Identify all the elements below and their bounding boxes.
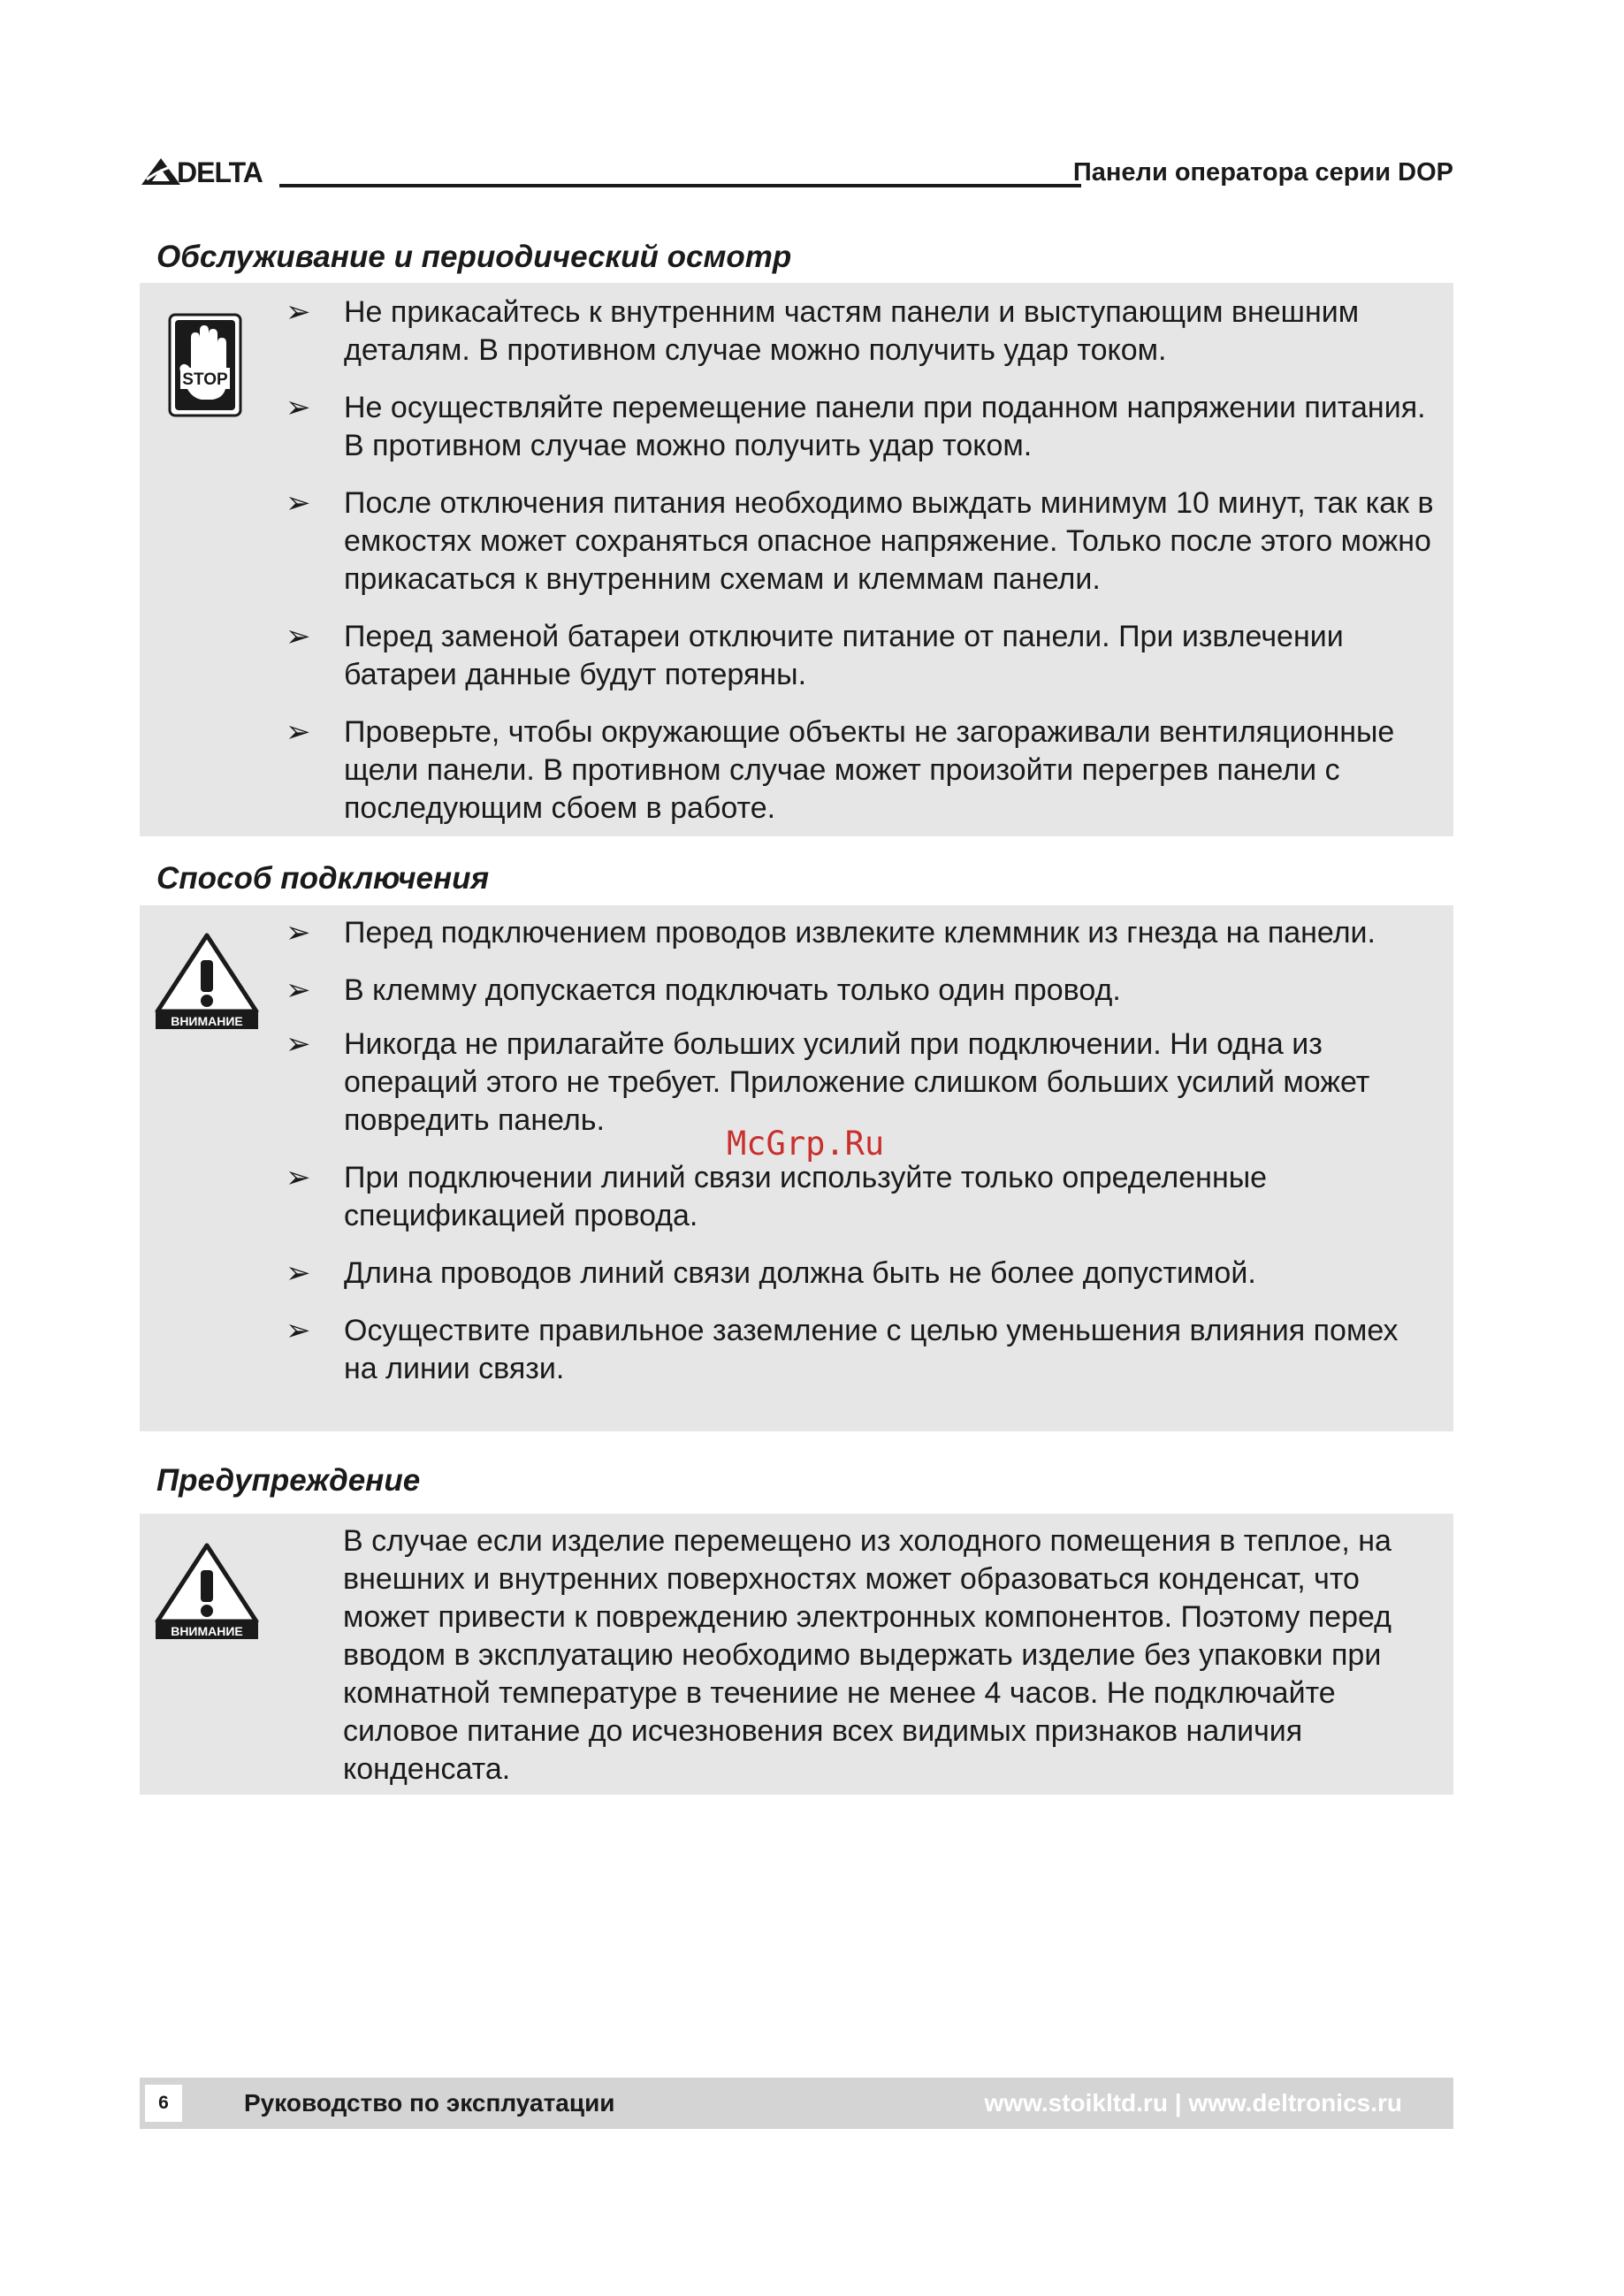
page-header [140,146,1453,190]
bullet-arrow-icon: ➢ [286,973,311,1007]
section-title-warning: Предупреждение [156,1463,421,1498]
warning-icon-label: ВНИМАНИЕ [171,1624,243,1638]
list-item: ➢ После отключения питания необходимо выждать минимум 10 минут, так как в емкостях может сохраняться опасное напряжение. Только после этого можно прикасаться к внутренним схемам и клеммам панели. [286,486,1434,596]
footer-title: Руководство по эксплуатации [244,2089,615,2117]
warning-icon [152,1540,262,1644]
bullet-arrow-icon: ➢ [286,486,311,520]
bullet-arrow-icon: ➢ [286,620,311,653]
bullet-arrow-icon: ➢ [286,391,311,424]
header-title: Панели оператора серии DOP [1072,158,1453,187]
bullet-arrow-icon: ➢ [286,1256,311,1290]
list-item: ➢ Длина проводов линий связи должна быть не более допустимой. [286,1255,1436,1293]
list-item: ➢ Проверьте, чтобы окружающие объекты не загораживали вентиляционные щели панели. В противном случае может произойти перегрев панели с последующим сбоем в работе. [286,715,1395,825]
section-title-maintenance: Обслуживание и периодический осмотр [156,240,792,274]
list-item: ➢ Никогда не прилагайте больших усилий при подключении. Ни одна из операций этого не требует. Приложение слишком больших усилий может повредить панель. [286,1027,1370,1137]
page-footer [140,2078,1453,2129]
list-item: ➢ Перед подключением проводов извлеките клеммник из гнезда на панели. [286,914,1436,952]
bullet-arrow-icon: ➢ [286,1161,311,1194]
bullet-arrow-icon: ➢ [286,1027,311,1061]
section-title-connection: Способ подключения [156,861,490,896]
list-item: ➢ В клемму допускается подключать только один провод. [286,972,1436,1010]
connection-box [140,905,1453,1431]
delta-logo [140,156,263,187]
bullet-arrow-icon: ➢ [286,715,311,749]
list-item: ➢ При подключении линий связи используйте только определенные спецификацией провода. [286,1161,1268,1232]
delta-triangle-icon [140,156,182,187]
warning-box [140,1514,1453,1795]
list-item: ➢ Не осуществляйте перемещение панели при поданном напряжении питания. В противном случае можно получить удар током. [286,391,1426,462]
maintenance-list [286,294,1436,828]
watermark: McGrp.Ru [727,1125,885,1163]
list-item: ➢ Перед заменой батареи отключите питание от панели. При извлечении батареи данные будут потеряны. [286,620,1344,691]
warning-paragraph: В случае если изделие перемещено из холодного помещения в теплое, на внешних и внутренних поверхностях может образоваться конденсат, что может привести к повреждению электронных компонентов. Поэтому перед вводом в эксплуатацию необходимо выдержать изделие без упаковки при комнатной температуре в течениие не менее 4 часов. Не подключайте силовое питание до исчезновения всех видимых признаков наличия конденсата. [343,1524,1391,1786]
header-rule [279,184,1081,187]
page-number: 6 [145,2085,182,2122]
stop-icon-label: STOP [182,370,228,389]
list-item: ➢ Осуществите правильное заземление с целью уменьшения влияния помех на линии связи. [286,1314,1399,1385]
maintenance-box [140,283,1453,836]
logo-text: DELTA [177,156,263,188]
bullet-arrow-icon: ➢ [286,916,311,950]
bullet-arrow-icon: ➢ [286,295,311,329]
warning-icon-label: ВНИМАНИЕ [171,1014,243,1028]
stop-icon [168,313,242,422]
bullet-arrow-icon: ➢ [286,1314,311,1347]
list-item: ➢ Не прикасайтесь к внутренним частям панели и выступающим внешним деталям. В противном случае можно получить удар током. [286,295,1360,367]
footer-urls: www.stoikltd.ru | www.deltronics.ru [984,2089,1402,2117]
warning-icon [152,930,262,1034]
